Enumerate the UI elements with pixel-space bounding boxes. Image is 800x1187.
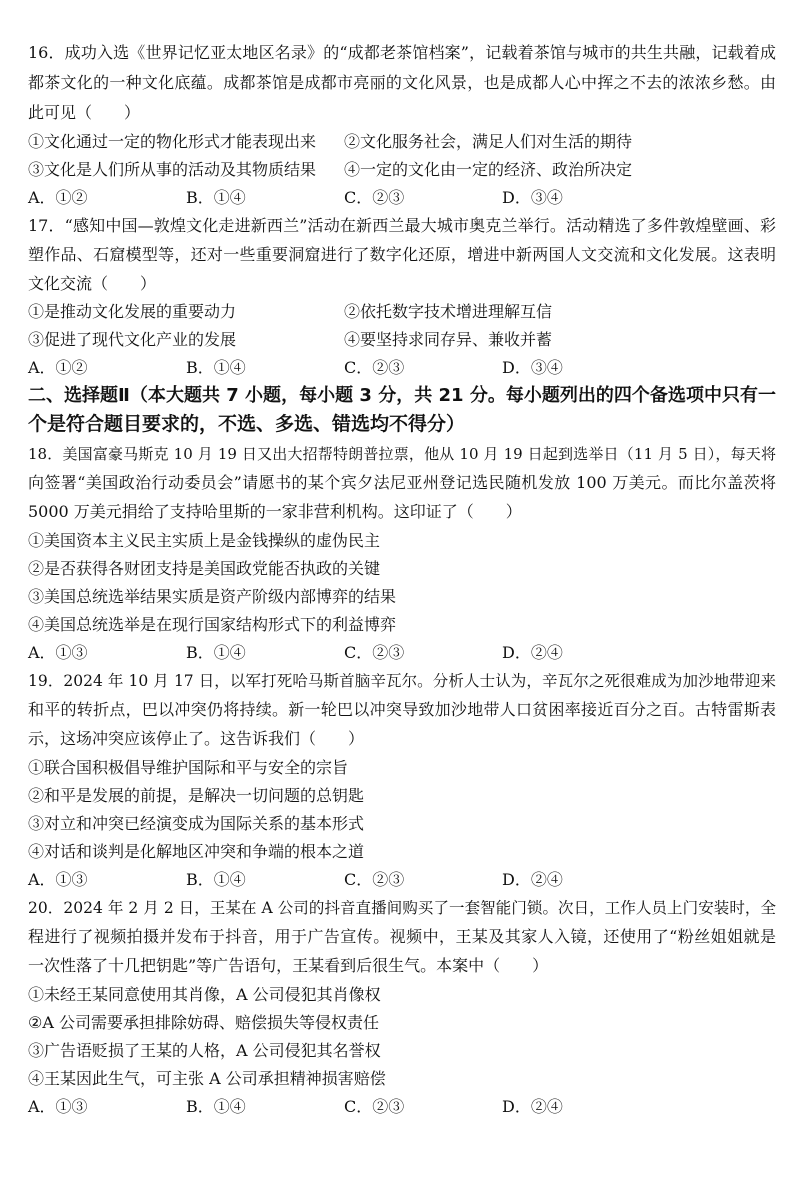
q18-stem-line-2: 向签署“美国政治行动委员会”请愿书的某个宾夕法尼亚州登记选民随机发放 100 万美元。而比尔盖茨将 (28, 473, 776, 492)
q17-stem-line-1: 17．“感知中国—敦煌文化走进新西兰”活动在新西兰最大城市奥克兰举行。活动精选了多件敦煌壁画、彩 (28, 216, 776, 235)
q16-statement-3: ③文化是人们所从事的活动及其物质结果 (28, 160, 317, 179)
q17-statement-4: ④要坚持求同存异、兼收并蓄 (344, 330, 553, 349)
q18-statement-1: ①美国资本主义民主实质上是金钱操纵的虚伪民主 (28, 531, 381, 550)
q18-choice-a[interactable]: A．①③ (28, 643, 88, 662)
q16-choice-c[interactable]: C．②③ (344, 188, 405, 207)
q16-choice-a[interactable]: A．①② (28, 188, 88, 207)
q20-choice-d[interactable]: D．②④ (502, 1097, 563, 1116)
q20-choice-b[interactable]: B．①④ (186, 1097, 246, 1116)
q19-choice-a[interactable]: A．①③ (28, 870, 88, 889)
q16-stem-line-1: 16．成功入选《世界记忆亚太地区名录》的“成都老茶馆档案”，记载着茶馆与城市的共生共融，记载着成 (28, 43, 776, 62)
q19-statement-3: ③对立和冲突已经演变成为国际关系的基本形式 (28, 814, 365, 833)
q20-statement-4: ④王某因此生气，可主张 A 公司承担精神损害赔偿 (28, 1069, 386, 1088)
q20-stem-line-3: 一次性落了十几把钥匙”等广告语句，王某看到后很生气。本案中（ ） (28, 956, 549, 975)
q16-choice-b[interactable]: B．①④ (186, 188, 246, 207)
q18-stem-line-3: 5000 万美元捐给了支持哈里斯的一家非营利机构。这印证了（ ） (28, 502, 522, 521)
q16-statement-4: ④一定的文化由一定的经济、政治所决定 (344, 160, 633, 179)
q16-statement-2: ②文化服务社会，满足人们对生活的期待 (344, 132, 633, 151)
q17-choice-c[interactable]: C．②③ (344, 358, 405, 377)
q20-statement-2: ②A 公司需要承担排除妨碍、赔偿损失等侵权责任 (28, 1013, 379, 1032)
section-2-heading-line-2: 个是符合题目要求的，不选、多选、错选均不得分） (28, 413, 466, 435)
q20-statement-3: ③广告语贬损了王某的人格，A 公司侵犯其名誉权 (28, 1041, 381, 1060)
q17-choice-a[interactable]: A．①② (28, 358, 88, 377)
q16-stem-line-3: 此可见（ ） (28, 103, 141, 122)
q17-stem-line-3: 文化交流（ ） (28, 274, 157, 293)
q19-choice-b[interactable]: B．①④ (186, 870, 246, 889)
q16-statement-1: ①文化通过一定的物化形式才能表现出来 (28, 132, 317, 151)
q16-choice-d[interactable]: D．③④ (502, 188, 563, 207)
q19-statement-2: ②和平是发展的前提，是解决一切问题的总钥匙 (28, 786, 365, 805)
q20-choice-c[interactable]: C．②③ (344, 1097, 405, 1116)
q20-statement-1: ①未经王某同意使用其肖像，A 公司侵犯其肖像权 (28, 985, 381, 1004)
q19-statement-4: ④对话和谈判是化解地区冲突和争端的根本之道 (28, 842, 365, 861)
q17-statement-1: ①是推动文化发展的重要动力 (28, 302, 237, 321)
q17-statement-2: ②依托数字技术增进理解互信 (344, 302, 553, 321)
q18-statement-4: ④美国总统选举是在现行国家结构形式下的利益博弈 (28, 615, 397, 634)
q19-statement-1: ①联合国积极倡导维护国际和平与安全的宗旨 (28, 758, 349, 777)
q20-choice-a[interactable]: A．①③ (28, 1097, 88, 1116)
q19-choice-d[interactable]: D．②④ (502, 870, 563, 889)
q17-choice-b[interactable]: B．①④ (186, 358, 246, 377)
q19-stem-line-1: 19．2024 年 10 月 17 日，以军打死哈马斯首脑辛瓦尔。分析人士认为，辛瓦尔之死很难成为加沙地带迎来 (28, 672, 776, 690)
q17-stem-line-2: 塑作品、石窟模型等，还对一些重要洞窟进行了数字化还原，增进中新两国人文交流和文化发展。这表明 (28, 245, 776, 264)
q18-statement-2: ②是否获得各财团支持是美国政党能否执政的关键 (28, 559, 381, 578)
q20-stem-line-2: 程进行了视频拍摄并发布于抖音，用于广告宣传。视频中，王某及其家人入镜，还使用了“粉丝姐姐就是 (28, 927, 776, 946)
section-2-heading-line-1: 二、选择题Ⅱ（本大题共 7 小题，每小题 3 分，共 21 分。每小题列出的四个备选项中只有一 (28, 385, 776, 406)
q18-choice-b[interactable]: B．①④ (186, 643, 246, 662)
q18-choice-d[interactable]: D．②④ (502, 643, 563, 662)
q19-stem-line-3: 示，这场冲突应该停止了。这告诉我们（ ） (28, 729, 365, 748)
q18-statement-3: ③美国总统选举结果实质是资产阶级内部博弈的结果 (28, 587, 397, 606)
q20-stem-line-1: 20．2024 年 2 月 2 日，王某在 A 公司的抖音直播间购买了一套智能门锁。次日，工作人员上门安装时，全 (28, 899, 776, 917)
q18-choice-c[interactable]: C．②③ (344, 643, 405, 662)
q19-choice-c[interactable]: C．②③ (344, 870, 405, 889)
q18-stem-line-1: 18．美国富豪马斯克 10 月 19 日又出大招帮特朗普拉票，他从 10 月 19 日起到选举日（11 月 5 日），每天将 (28, 445, 776, 463)
q17-choice-d[interactable]: D．③④ (502, 358, 563, 377)
q16-stem-line-2: 都茶文化的一种文化底蕴。成都茶馆是成都市亮丽的文化风景，也是成都人心中挥之不去的浓浓乡愁。由 (28, 73, 776, 92)
q17-statement-3: ③促进了现代文化产业的发展 (28, 330, 237, 349)
q19-stem-line-2: 和平的转折点，巴以冲突仍将持续。新一轮巴以冲突导致加沙地带人口贫困率接近百分之百。古特雷斯表 (28, 700, 776, 719)
